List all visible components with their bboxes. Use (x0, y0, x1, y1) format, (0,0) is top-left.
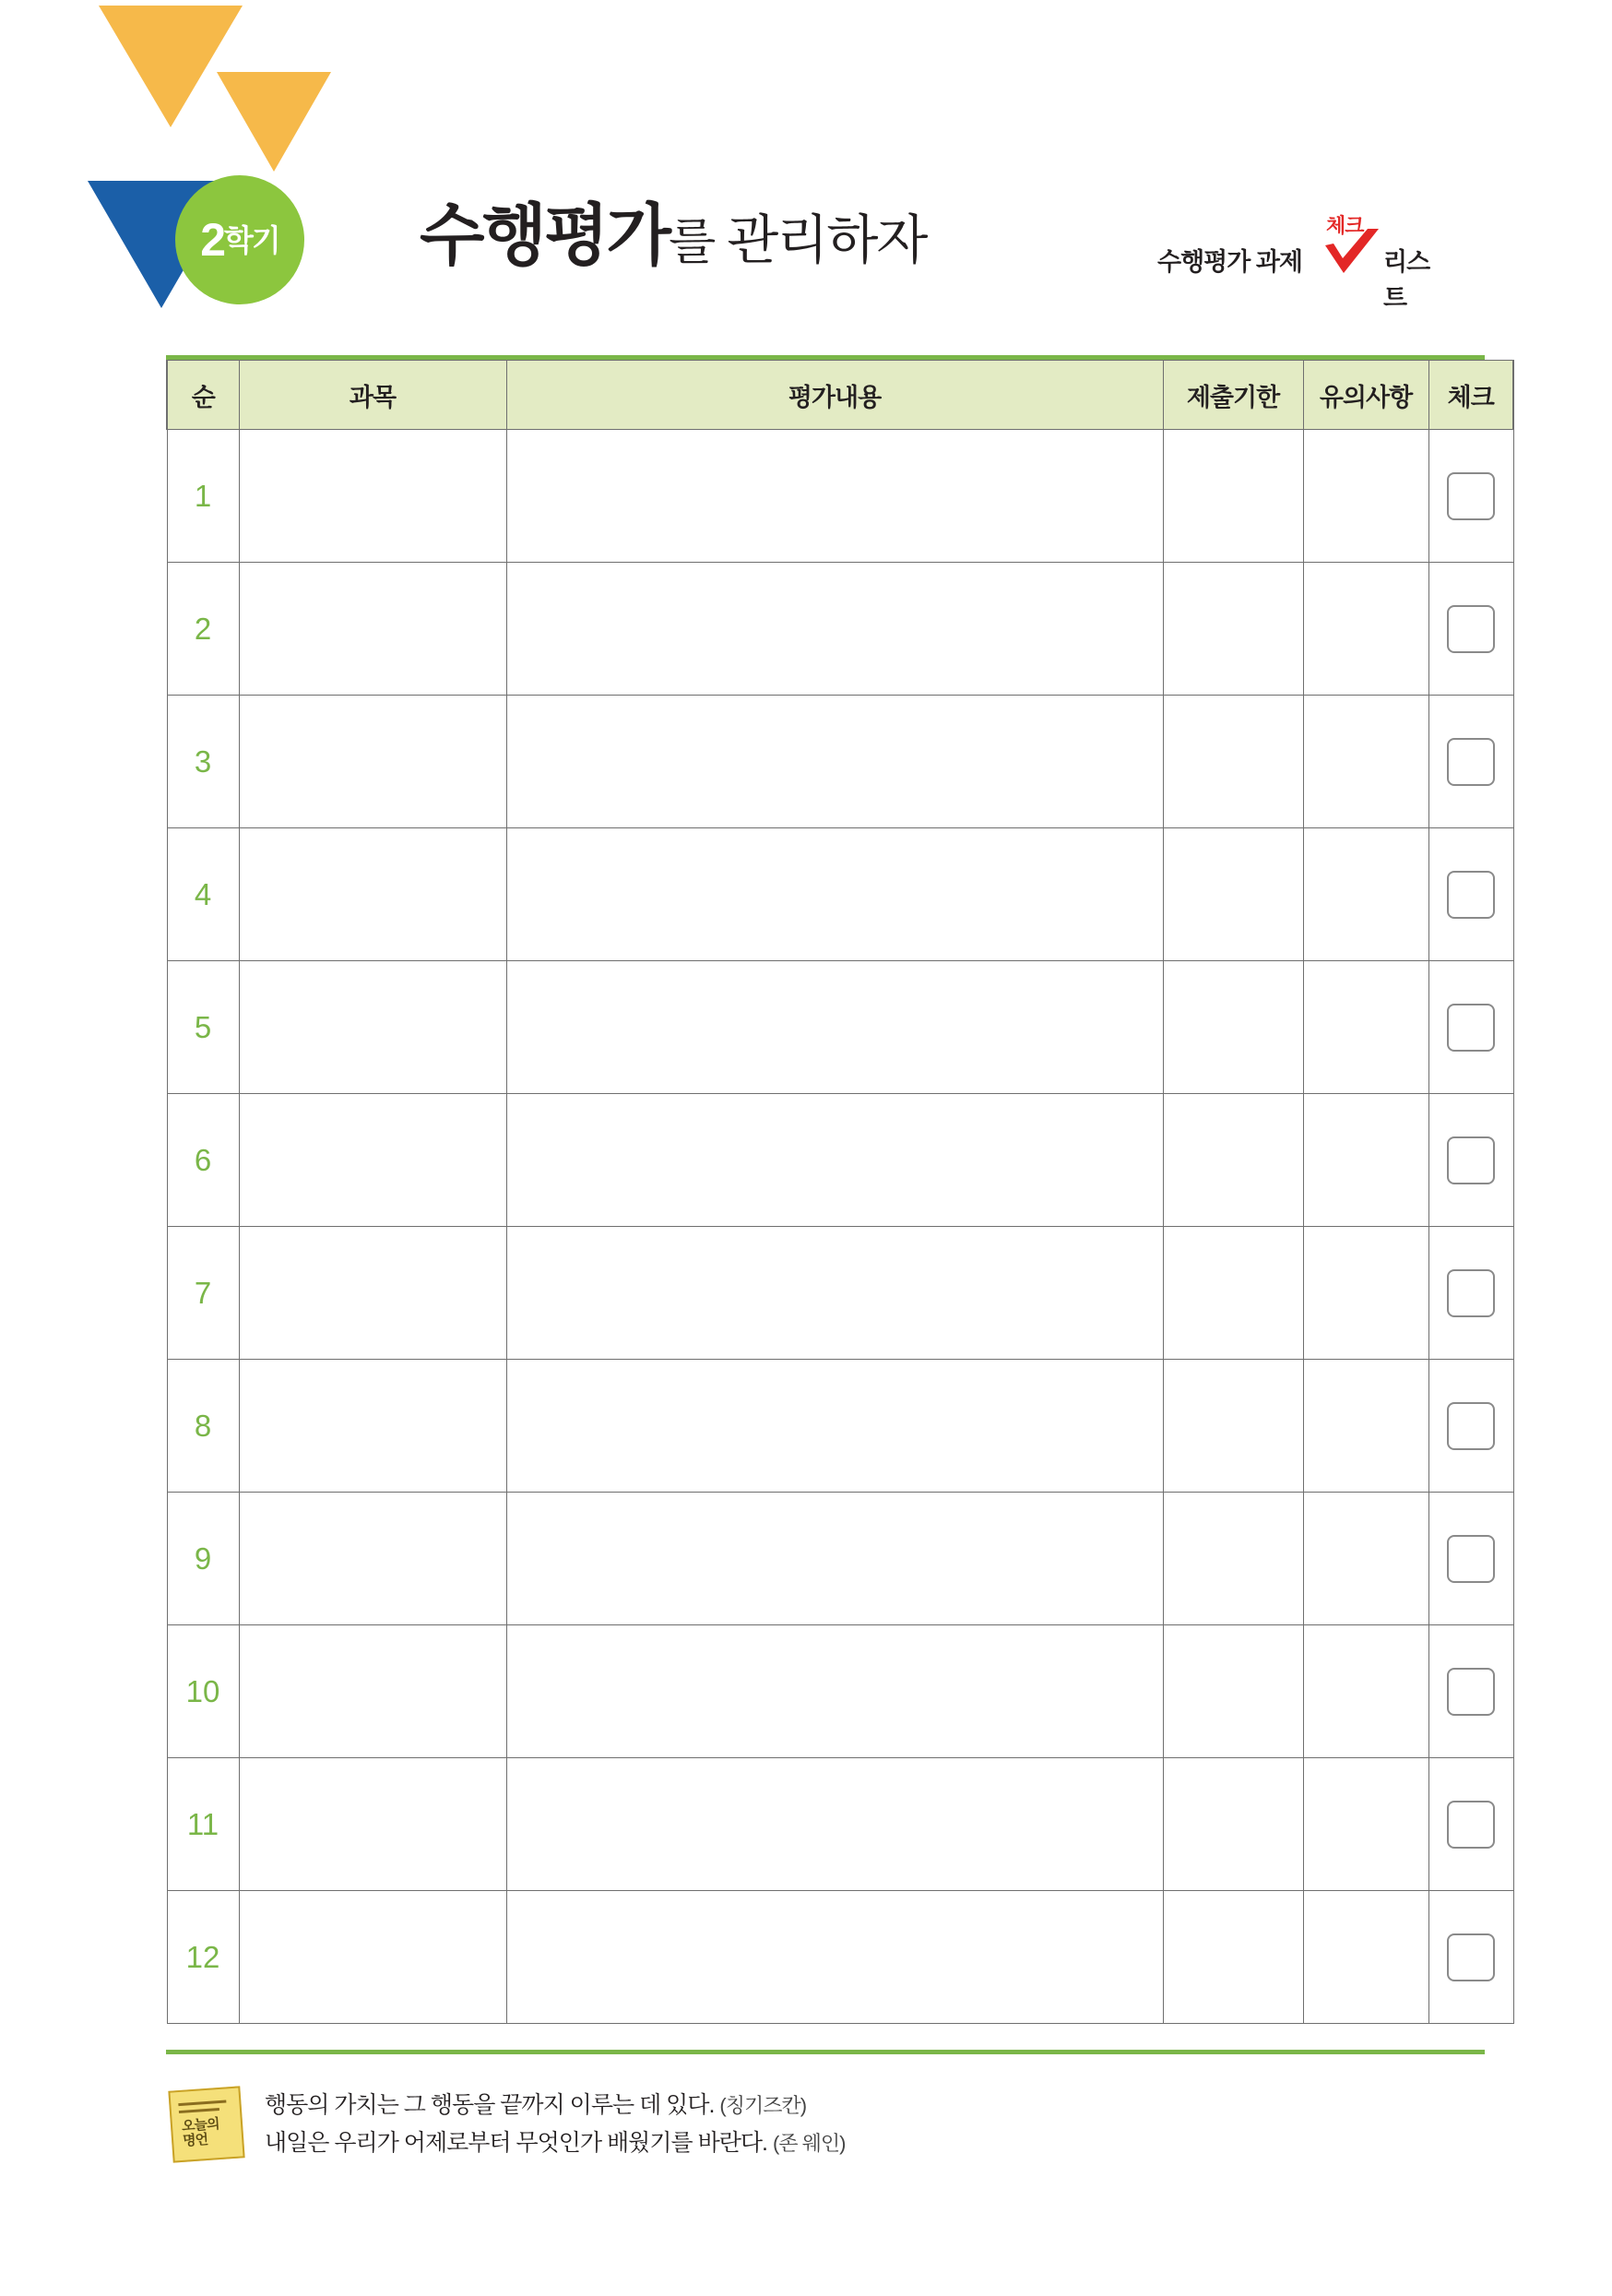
table-header (167, 361, 1513, 430)
cell-content[interactable] (506, 696, 1163, 828)
striped-triangle-top-right-icon (243, 33, 383, 38)
quote-text: 내일은 우리가 어제로부터 무엇인가 배웠기를 바란다. (265, 2130, 767, 2156)
cell-check[interactable] (1428, 563, 1513, 696)
quote-item (265, 2124, 845, 2162)
row-number: 8 (167, 1360, 239, 1493)
table-row (167, 1493, 1513, 1625)
checkbox[interactable] (1447, 1801, 1495, 1849)
semester-badge (175, 175, 304, 304)
column-header-content: 평가내용 (506, 361, 1163, 430)
cell-content[interactable] (506, 1094, 1163, 1227)
cell-subject[interactable] (239, 563, 506, 696)
cell-content[interactable] (506, 1625, 1163, 1758)
note-icon-label (182, 2117, 221, 2149)
cell-content[interactable] (506, 1758, 1163, 1891)
row-number: 11 (167, 1758, 239, 1891)
checkbox[interactable] (1447, 1668, 1495, 1716)
table-row (167, 828, 1513, 961)
cell-check[interactable] (1428, 961, 1513, 1094)
checkbox[interactable] (1447, 871, 1495, 919)
check-mark-icon (1322, 227, 1382, 277)
cell-check[interactable] (1428, 1094, 1513, 1227)
cell-check[interactable] (1428, 430, 1513, 563)
table-body (167, 430, 1513, 2024)
cell-content[interactable] (506, 828, 1163, 961)
row-number: 6 (167, 1094, 239, 1227)
cell-subject[interactable] (239, 696, 506, 828)
column-header-note: 유의사항 (1303, 361, 1428, 430)
quote-list (265, 2083, 845, 2162)
checkbox[interactable] (1447, 1004, 1495, 1052)
table-header-row (167, 361, 1513, 430)
title-rest-text: 관리하자 (727, 210, 927, 270)
checkbox[interactable] (1447, 738, 1495, 786)
semester-number: 2 (200, 214, 225, 266)
quote-source: (칭기즈칸) (719, 2094, 807, 2117)
cell-note[interactable] (1303, 1360, 1428, 1493)
cell-check[interactable] (1428, 828, 1513, 961)
assessment-table (166, 360, 1514, 2024)
cell-note[interactable] (1303, 563, 1428, 696)
logo-text-right: 리스트 (1383, 248, 1430, 312)
cell-due[interactable] (1163, 1758, 1303, 1891)
cell-note[interactable] (1303, 1094, 1428, 1227)
semester-label: 학기 (224, 222, 279, 257)
title-particle-text: 를 (669, 215, 715, 269)
sticky-note-icon (168, 2086, 244, 2162)
cell-check[interactable] (1428, 1625, 1513, 1758)
checkbox[interactable] (1447, 1269, 1495, 1317)
table-row (167, 1891, 1513, 2024)
row-number: 10 (167, 1625, 239, 1758)
cell-check[interactable] (1428, 1227, 1513, 1360)
cell-check[interactable] (1428, 1360, 1513, 1493)
checkbox[interactable] (1447, 1136, 1495, 1184)
cell-due[interactable] (1163, 961, 1303, 1094)
quote-source: (존 웨인) (772, 2132, 846, 2155)
table-row (167, 961, 1513, 1094)
table-row (167, 1625, 1513, 1758)
table-row (167, 430, 1513, 563)
cell-content[interactable] (506, 563, 1163, 696)
note-icon-label-line1: 오늘의 (181, 2116, 220, 2135)
page-title (420, 181, 926, 278)
cell-due[interactable] (1163, 430, 1303, 563)
logo-text-left: 수행평가 과제 (1157, 248, 1302, 276)
row-number: 9 (167, 1493, 239, 1625)
row-number: 3 (167, 696, 239, 828)
row-number: 12 (167, 1891, 239, 2024)
cell-content[interactable] (506, 430, 1163, 563)
footer-quotes (171, 2083, 1462, 2162)
cell-note[interactable] (1303, 828, 1428, 961)
table-row (167, 1227, 1513, 1360)
title-main-text: 수행평가 (420, 198, 670, 273)
cell-due[interactable] (1163, 1891, 1303, 2024)
cell-due[interactable] (1163, 696, 1303, 828)
row-number: 1 (167, 430, 239, 563)
cell-content[interactable] (506, 1360, 1163, 1493)
row-number: 4 (167, 828, 239, 961)
cell-content[interactable] (506, 1227, 1163, 1360)
cell-subject[interactable] (239, 430, 506, 563)
table-row (167, 696, 1513, 828)
checkbox[interactable] (1447, 605, 1495, 653)
cell-subject[interactable] (239, 1891, 506, 2024)
cell-note[interactable] (1303, 961, 1428, 1094)
cell-subject[interactable] (239, 1094, 506, 1227)
cell-due[interactable] (1163, 1227, 1303, 1360)
cell-due[interactable] (1163, 1493, 1303, 1625)
checkbox[interactable] (1447, 1933, 1495, 1981)
assessment-table-wrap (166, 360, 1494, 2024)
cell-content[interactable] (506, 1891, 1163, 2024)
note-icon-label-line2: 명언 (182, 2131, 208, 2149)
cell-subject[interactable] (239, 828, 506, 961)
cell-check[interactable] (1428, 696, 1513, 828)
quote-text: 행동의 가치는 그 행동을 끝까지 이루는 데 있다. (265, 2092, 715, 2118)
table-bottom-rule (166, 2050, 1485, 2054)
cell-subject[interactable] (239, 1493, 506, 1625)
column-header-due: 제출기한 (1163, 361, 1303, 430)
cell-content[interactable] (506, 1493, 1163, 1625)
cell-due[interactable] (1163, 828, 1303, 961)
cell-subject[interactable] (239, 1758, 506, 1891)
row-number: 2 (167, 563, 239, 696)
striped-triangle-top-left-icon (112, 26, 250, 30)
row-number: 7 (167, 1227, 239, 1360)
cell-note[interactable] (1303, 1891, 1428, 2024)
cell-subject[interactable] (239, 1360, 506, 1493)
cell-note[interactable] (1303, 430, 1428, 563)
cell-subject[interactable] (239, 1227, 506, 1360)
cell-check[interactable] (1428, 1493, 1513, 1625)
table-row (167, 1360, 1513, 1493)
cell-due[interactable] (1163, 1094, 1303, 1227)
checkbox[interactable] (1447, 1402, 1495, 1450)
column-header-subject: 과목 (239, 361, 506, 430)
cell-due[interactable] (1163, 1625, 1303, 1758)
orange-triangle-small-icon (217, 72, 331, 172)
table-row (167, 563, 1513, 696)
table-row (167, 1758, 1513, 1891)
cell-check[interactable] (1428, 1758, 1513, 1891)
cell-content[interactable] (506, 961, 1163, 1094)
cell-due[interactable] (1163, 563, 1303, 696)
cell-note[interactable] (1303, 1625, 1428, 1758)
cell-note[interactable] (1303, 1493, 1428, 1625)
cell-note[interactable] (1303, 1227, 1428, 1360)
table-row (167, 1094, 1513, 1227)
checklist-logo (1157, 210, 1452, 312)
logo-check-word: 체크 (1326, 214, 1364, 237)
cell-subject[interactable] (239, 1625, 506, 1758)
checkbox[interactable] (1447, 1535, 1495, 1583)
row-number: 5 (167, 961, 239, 1094)
cell-check[interactable] (1428, 1891, 1513, 2024)
cell-note[interactable] (1303, 696, 1428, 828)
cell-subject[interactable] (239, 961, 506, 1094)
checkbox[interactable] (1447, 472, 1495, 520)
quote-item (265, 2087, 845, 2124)
column-header-check: 체크 (1428, 361, 1513, 430)
cell-note[interactable] (1303, 1758, 1428, 1891)
column-header-no: 순 (167, 361, 239, 430)
cell-due[interactable] (1163, 1360, 1303, 1493)
